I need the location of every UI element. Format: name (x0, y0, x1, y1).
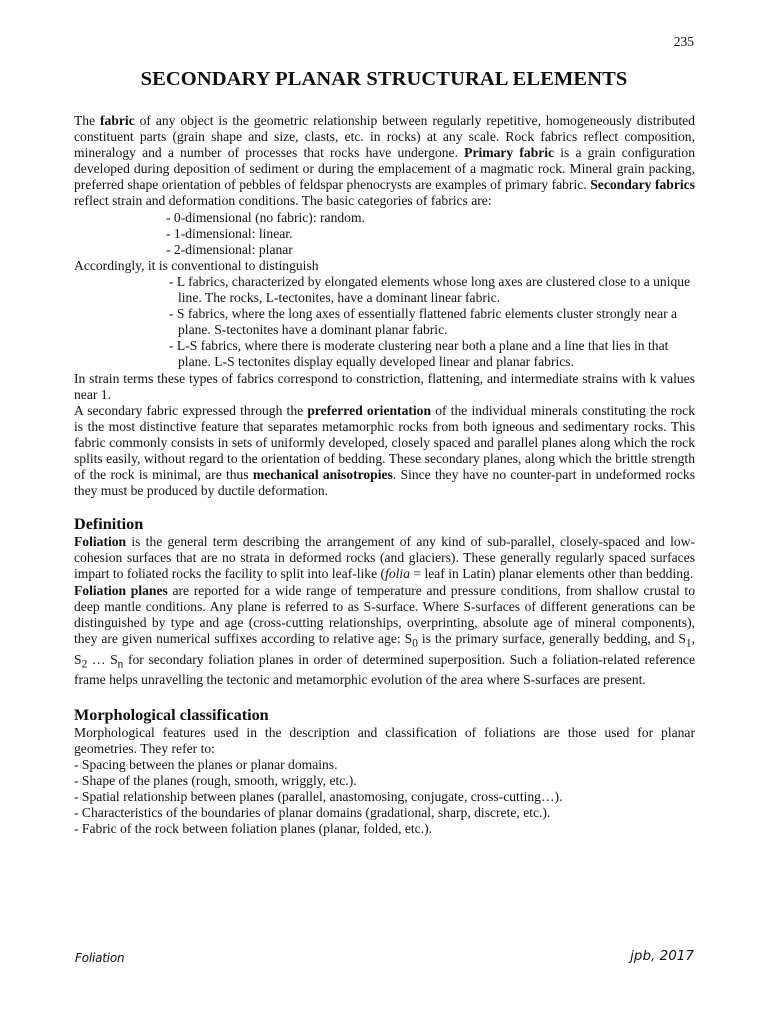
section-heading-morphological-classification: Morphological classification (74, 705, 269, 724)
strain-paragraph: In strain terms these types of fabrics correspond to constriction, flattening, and intermediate strains with k values near 1. (74, 370, 695, 402)
list-item: - S fabrics, where the long axes of essentially flattened fabric elements cluster strongly near a plane. S-tectonites have a dominant planar fabric. (169, 306, 678, 338)
morphological-intro-paragraph: Morphological features used in the description and classification of foliations are those used for planar geometries. They refer to: (74, 724, 695, 756)
page-title: SECONDARY PLANAR STRUCTURAL ELEMENTS (140, 68, 628, 90)
footer-section-label: Foliation (75, 951, 125, 965)
page-number: 235 (673, 34, 694, 49)
list-item: - 1-dimensional: linear. (166, 225, 293, 241)
section-heading-definition: Definition (74, 515, 144, 534)
list-item: - Fabric of the rock between foliation planes (planar, folded, etc.). (74, 821, 433, 837)
foliation-planes-paragraph: Foliation planes are reported for a wide range of temperature and pressure conditions, from shallow crustal to deep mantle conditions. Any plane is referred to as S-surface. Where S-surfaces of different generations can be distinguished by type and age (cross-cutting relationships, overprinting, absolute age of mineral components), they are given numerical suffixes according to relative age: $S_0$ is the primary surface, generally bedding, and $S_1$, $S_2$ … $S_n$ for secondary foliation planes in order of determined superposition. Such a foliation-related reference frame helps unravelling the tectonic and metamorphic evolution of the area where S-surfaces are present. (74, 582, 695, 688)
list-item: - L-S fabrics, where there is moderate clustering near both a plane and a line that lies in that plane. L-S tectonites display equally developed linear and planar fabrics. (169, 338, 669, 370)
secondary-fabric-paragraph: A secondary fabric expressed through the preferred orientation of the individual minerals constituting the rock is the most distinctive feature that separates metamorphic rocks from both igneous and sedimentary rocks. This fabric commonly consists in sets of uniformly developed, closely spaced and parallel planes along which the rock splits easily, without regard to the orientation of bedding. These secondary planes, along which the brittle strength of the rock is minimal, are thus mechanical anisotropies. Since they have no counter-part in undeformed rocks they must be produced by ductile deformation. (74, 402, 696, 499)
list-item: - Characteristics of the boundaries of planar domains (gradational, sharp, discrete, etc.). (74, 805, 551, 820)
list-item: - Shape of the planes (rough, smooth, wriggly, etc.). (74, 772, 357, 788)
list-item: - Spacing between the planes or planar domains. (74, 756, 338, 772)
list-item: - 2-dimensional: planar (166, 241, 293, 257)
text-line: Accordingly, it is conventional to distinguish (74, 257, 319, 273)
list-item: - 0-dimensional (no fabric): random. (166, 209, 365, 225)
document-body (74, 113, 695, 837)
footer-author-date: jpb, 2017 (630, 948, 694, 964)
intro-paragraph-fabric: The fabric of any object is the geometric relationship between regularly repetitive, homogeneously distributed constituent parts (grain shape and size, clasts, etc. in rocks) at any scale. Rock fabrics reflect composition, mineralogy and a number of processes that rocks have undergone. Primary fabric is a grain configuration developed during deposition of sediment or during the emplacement of a magmatic rock. Mineral grain packing, preferred shape orientation of pebbles of feldspar phenocrysts are examples of primary fabric. Secondary fabrics reflect strain and deformation conditions. The basic categories of fabrics are: (74, 113, 695, 209)
foliation-paragraph: Foliation is the general term describing the arrangement of any kind of sub-parallel, closely-spaced and low-cohesion surfaces that are no strata in deformed rocks (and glaciers). These generally regularly spaced surfaces impart to foliated rocks the facility to split into leaf-like (folia = leaf in Latin) planar elements other than bedding. (74, 534, 695, 582)
list-item: - Spatial relationship between planes (parallel, anastomosing, conjugate, cross-cutting…). (74, 788, 563, 804)
list-item: - L fabrics, characterized by elongated elements whose long axes are clustered close to a unique line. The rocks, L-tectonites, have a dominant linear fabric. (169, 273, 691, 306)
